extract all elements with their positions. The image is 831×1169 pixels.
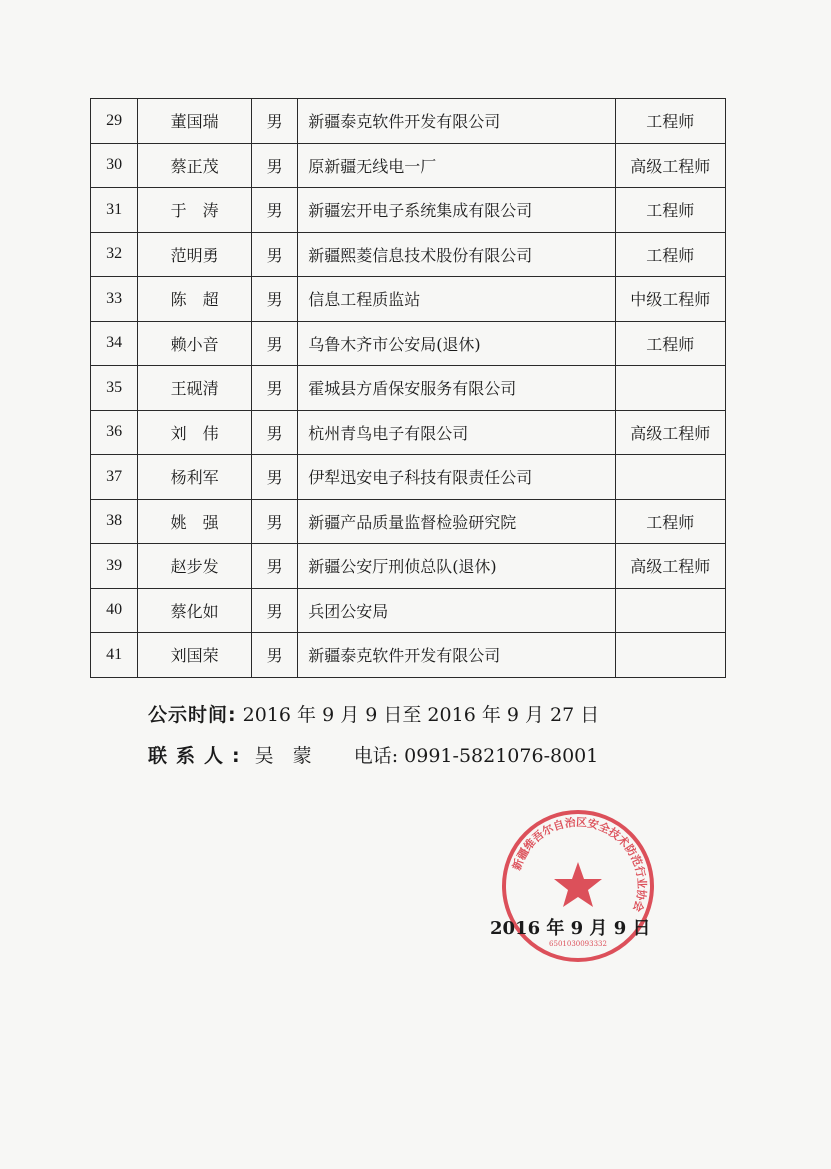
cell-organization: 新疆产品质量监督检验研究院	[298, 499, 615, 544]
cell-title: 工程师	[615, 232, 726, 277]
publicity-period-value: 2016 年 9 月 9 日至 2016 年 9 月 27 日	[242, 704, 600, 726]
cell-title: 工程师	[615, 99, 726, 144]
table-row	[91, 499, 726, 544]
cell-organization: 霍城县方盾保安服务有限公司	[298, 366, 615, 411]
cell-sex: 男	[251, 588, 297, 633]
cell-name: 范明勇	[138, 232, 252, 277]
cell-name: 杨利军	[138, 455, 252, 500]
cell-sex: 男	[251, 277, 297, 322]
cell-title: 高级工程师	[615, 410, 726, 455]
cell-number: 39	[91, 544, 138, 589]
contact-name: 吴 蒙	[254, 745, 312, 767]
cell-title: 工程师	[615, 499, 726, 544]
official-seal	[498, 806, 658, 966]
cell-title: 工程师	[615, 188, 726, 233]
cell-name: 蔡正茂	[138, 143, 252, 188]
cell-organization: 兵团公安局	[298, 588, 615, 633]
signature-date: 2016 年 9 月 9 日	[490, 918, 651, 939]
cell-number: 40	[91, 588, 138, 633]
cell-name: 于 涛	[138, 188, 252, 233]
cell-number: 35	[91, 366, 138, 411]
cell-name: 陈 超	[138, 277, 252, 322]
cell-name: 刘 伟	[138, 410, 252, 455]
cell-number: 30	[91, 143, 138, 188]
cell-organization: 伊犁迅安电子科技有限责任公司	[298, 455, 615, 500]
cell-name: 董国瑞	[138, 99, 252, 144]
cell-title	[615, 588, 726, 633]
cell-organization: 乌鲁木齐市公安局(退休)	[298, 321, 615, 366]
cell-sex: 男	[251, 544, 297, 589]
table-row	[91, 410, 726, 455]
seal-star-icon	[554, 862, 602, 907]
cell-sex: 男	[251, 143, 297, 188]
cell-name: 王砚清	[138, 366, 252, 411]
cell-title: 中级工程师	[615, 277, 726, 322]
cell-number: 29	[91, 99, 138, 144]
roster-table-body	[91, 99, 726, 678]
cell-name: 赵步发	[138, 544, 252, 589]
cell-sex: 男	[251, 366, 297, 411]
cell-organization: 新疆公安厅刑侦总队(退休)	[298, 544, 615, 589]
table-row	[91, 188, 726, 233]
table-row	[91, 544, 726, 589]
cell-organization: 新疆熙菱信息技术股份有限公司	[298, 232, 615, 277]
table-row	[91, 366, 726, 411]
cell-organization: 新疆泰克软件开发有限公司	[298, 99, 615, 144]
table-row	[91, 455, 726, 500]
cell-number: 36	[91, 410, 138, 455]
cell-number: 32	[91, 232, 138, 277]
contact-line	[148, 741, 598, 768]
cell-number: 33	[91, 277, 138, 322]
publicity-period-line	[148, 700, 599, 727]
cell-organization: 信息工程质监站	[298, 277, 615, 322]
table-row	[91, 99, 726, 144]
cell-number: 37	[91, 455, 138, 500]
cell-sex: 男	[251, 410, 297, 455]
cell-title	[615, 633, 726, 678]
cell-organization: 新疆泰克软件开发有限公司	[298, 633, 615, 678]
cell-number: 38	[91, 499, 138, 544]
phone-label: 电话:	[353, 745, 399, 767]
phone-value: 0991-5821076-8001	[404, 745, 599, 767]
cell-name: 蔡化如	[138, 588, 252, 633]
cell-sex: 男	[251, 633, 297, 678]
publicity-period-label: 公示时间:	[148, 704, 237, 726]
contact-label: 联系人:	[148, 745, 249, 767]
cell-name: 姚 强	[138, 499, 252, 544]
cell-title	[615, 366, 726, 411]
cell-organization: 原新疆无线电一厂	[298, 143, 615, 188]
roster-table	[90, 98, 726, 678]
table-row	[91, 633, 726, 678]
cell-number: 31	[91, 188, 138, 233]
cell-sex: 男	[251, 499, 297, 544]
cell-organization: 杭州青鸟电子有限公司	[298, 410, 615, 455]
cell-title: 高级工程师	[615, 544, 726, 589]
cell-sex: 男	[251, 99, 297, 144]
cell-sex: 男	[251, 321, 297, 366]
table-row	[91, 277, 726, 322]
cell-title: 工程师	[615, 321, 726, 366]
cell-organization: 新疆宏开电子系统集成有限公司	[298, 188, 615, 233]
cell-title	[615, 455, 726, 500]
cell-sex: 男	[251, 455, 297, 500]
table-row	[91, 321, 726, 366]
table-row	[91, 232, 726, 277]
cell-sex: 男	[251, 188, 297, 233]
cell-name: 刘国荣	[138, 633, 252, 678]
seal-code: 6501030093332	[549, 940, 607, 948]
cell-number: 34	[91, 321, 138, 366]
table-row	[91, 588, 726, 633]
cell-sex: 男	[251, 232, 297, 277]
cell-title: 高级工程师	[615, 143, 726, 188]
table-row	[91, 143, 726, 188]
seal-text: 新疆维吾尔自治区安全技术防范行业协会	[510, 815, 649, 914]
cell-number: 41	[91, 633, 138, 678]
cell-name: 赖小音	[138, 321, 252, 366]
